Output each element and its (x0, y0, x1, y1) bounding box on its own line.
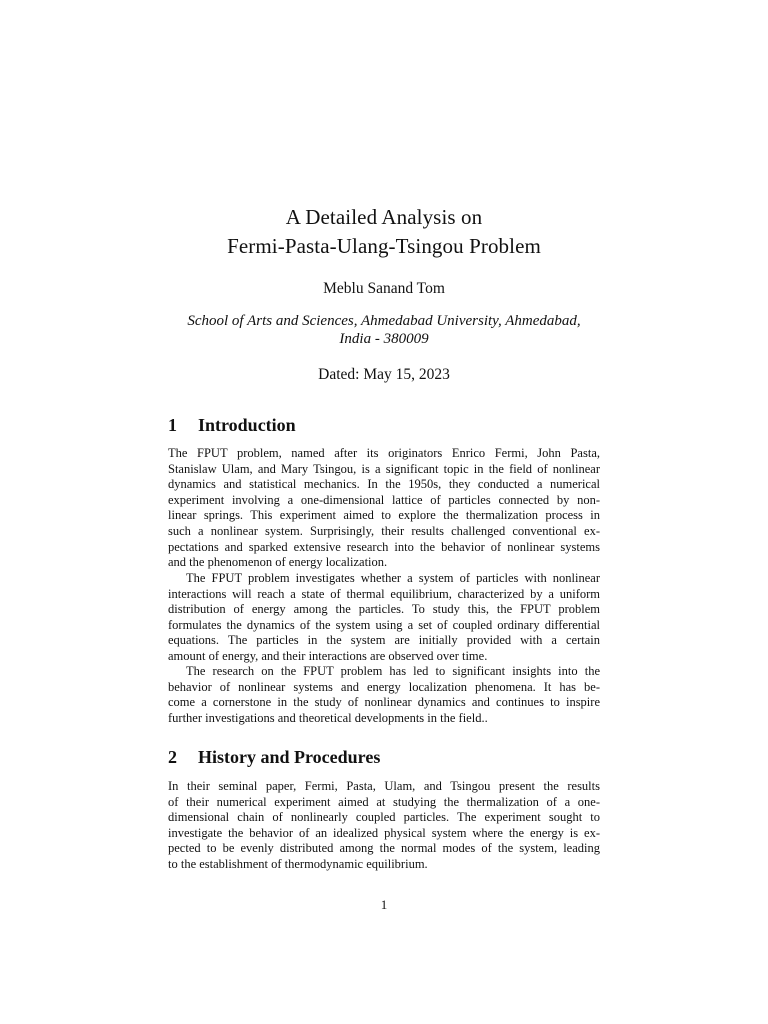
text-line: investigate the behavior of an idealized physical system where the energy is ex- (168, 825, 600, 840)
text-line: further investigations and theoretical developments in the field.. (168, 710, 488, 725)
text-line: experiment involving a one-dimensional lattice of particles connected by non- (168, 492, 600, 507)
text-line: equations. The particles in the system are initially provided with a certain (168, 633, 600, 648)
text-line: of their numerical experiment aimed at studying the thermalization of a one- (168, 794, 600, 809)
date-line: Dated: May 15, 2023 (318, 366, 450, 383)
title-line: A Detailed Analysis on (285, 205, 483, 229)
text-line: and the phenomenon of energy localization. (168, 555, 388, 570)
section-heading-introduction (168, 414, 296, 436)
text-line: to the establishment of thermodynamic equilibrium. (168, 856, 428, 871)
text-line: dimensional chain of nonlinearly coupled particles. The experiment sought to (168, 810, 600, 825)
affiliation-line: School of Arts and Sciences, Ahmedabad University, Ahmedabad, (187, 313, 581, 329)
text-line: distribution of energy among the particles. To study this, the FPUT problem (168, 602, 600, 617)
text-line: linear springs. This experiment aimed to explore the thermalization process in (168, 508, 600, 523)
text-line: In their seminal paper, Fermi, Pasta, Ulam, and Tsingou present the results (168, 779, 600, 793)
page-number: 1 (380, 897, 388, 912)
author-name: Meblu Sanand Tom (323, 280, 445, 297)
text-line: amount of energy, and their interactions are observed over time. (168, 648, 488, 663)
section-number: 1 (168, 415, 177, 435)
paragraph (168, 446, 600, 571)
text-line: such a nonlinear system. Surprisingly, their results challenged conventional ex- (168, 523, 600, 538)
text-line: The FPUT problem investigates whether a system of particles with nonlinear (186, 571, 600, 585)
text-line: pectations and sparked extensive research into the behavior of nonlinear systems (168, 539, 600, 554)
section-title: Introduction (198, 415, 296, 435)
text-line: pected to be evenly distributed among the normal modes of the system, leading (168, 841, 600, 856)
title-line: Fermi-Pasta-Ulang-Tsingou Problem (227, 234, 541, 258)
text-line: interactions will reach a state of thermal equilibrium, characterized by a uniform (168, 586, 600, 601)
paper-title (0, 203, 768, 261)
section-title: History and Procedures (198, 747, 381, 767)
paragraph (168, 664, 600, 726)
text-line: dynamics and statistical mechanics. In the 1950s, they conducted a numerical (168, 477, 600, 492)
text-line: come a cornerstone in the study of nonlinear dynamics and continues to inspire (168, 695, 600, 710)
affiliation (150, 312, 618, 348)
text-line: behavior of nonlinear systems and energy localization phenomena. It has be- (168, 679, 600, 694)
text-line: The research on the FPUT problem has led to significant insights into the (186, 664, 600, 678)
paragraph (168, 779, 600, 873)
paragraph (168, 571, 600, 665)
text-line: The FPUT problem, named after its originators Enrico Fermi, John Pasta, (168, 446, 600, 460)
text-line: Stanislaw Ulam, and Mary Tsingou, is a significant topic in the field of nonlinear (168, 461, 600, 476)
section-number: 2 (168, 747, 177, 767)
affiliation-line: India - 380009 (339, 331, 429, 347)
section-heading-history (168, 746, 380, 768)
text-line: formulates the dynamics of the system using a set of coupled ordinary differential (168, 617, 600, 632)
